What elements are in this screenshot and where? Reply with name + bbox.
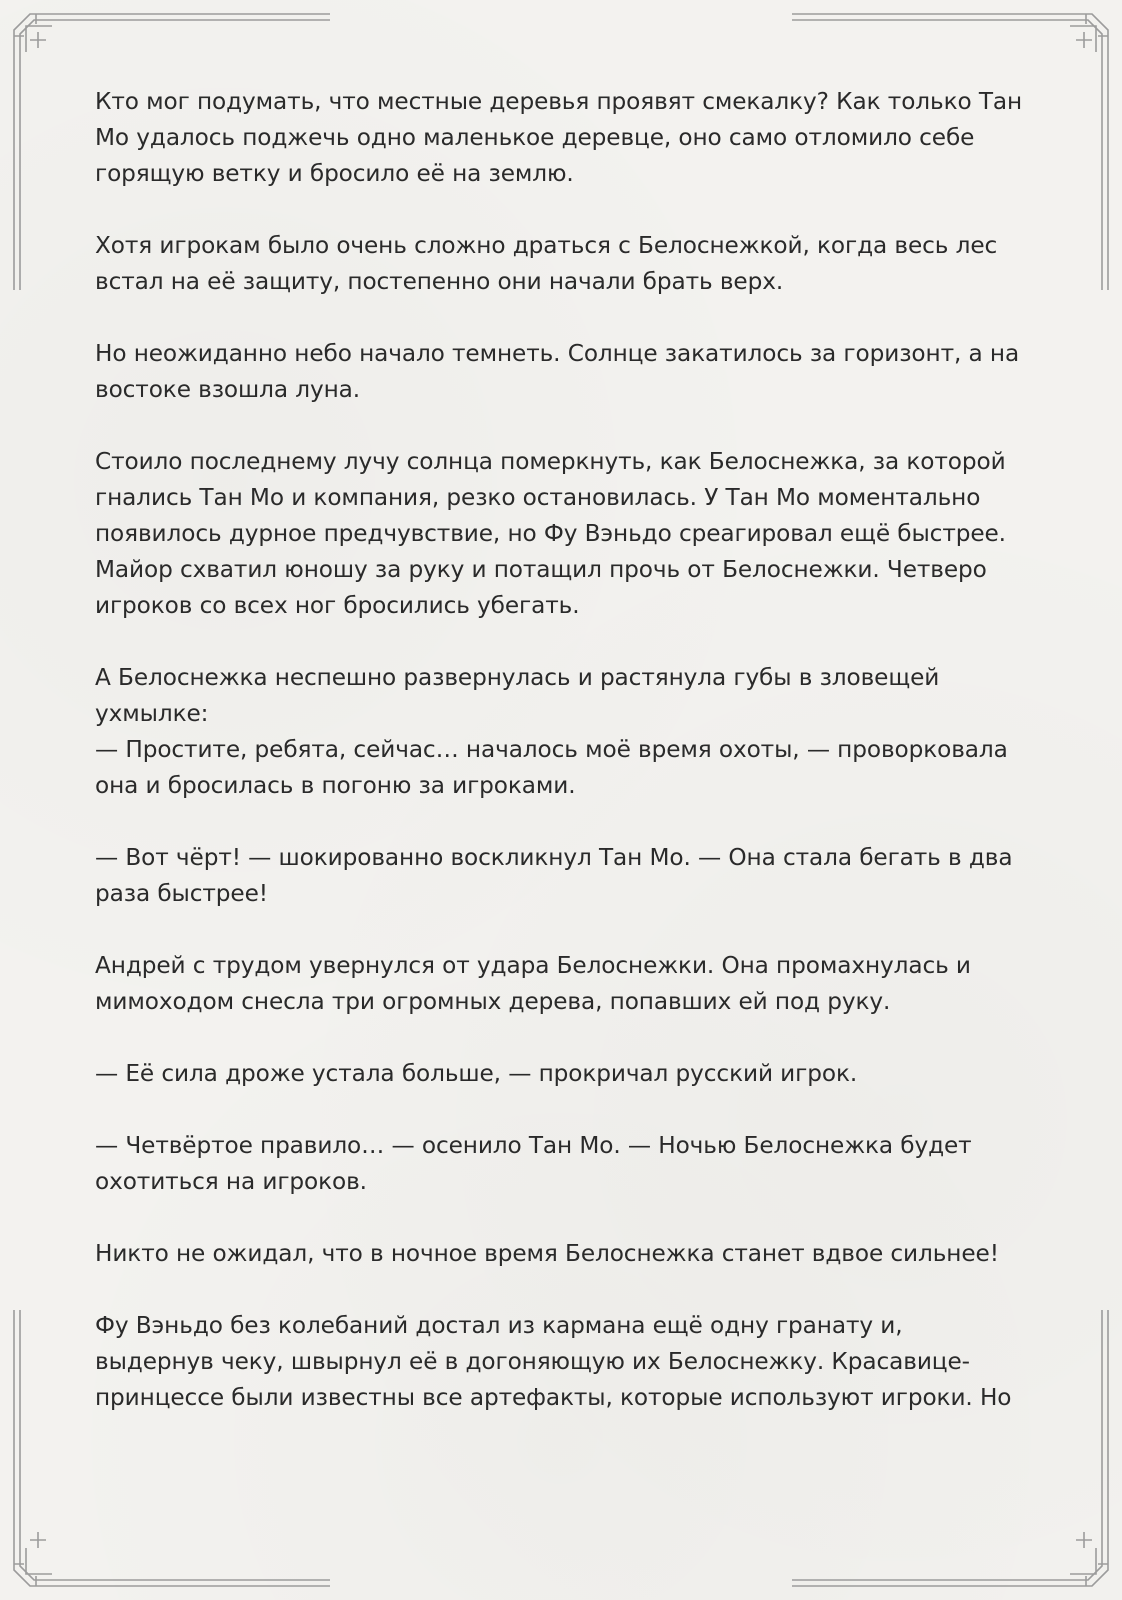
text-line: выдернув чеку, швырнул её в догоняющую их Белоснежку. Красавице- bbox=[95, 1348, 970, 1375]
paragraph bbox=[95, 948, 1035, 1020]
text-line: игроков со всех ног бросились убегать. bbox=[95, 592, 580, 619]
text-line: — Вот чёрт! — шокированно воскликнул Тан Мо. — Она стала бегать в два bbox=[95, 844, 1013, 871]
text-line: востоке взошла луна. bbox=[95, 376, 361, 403]
document-body bbox=[95, 84, 1035, 1452]
text-line: Майор схватил юношу за руку и потащил прочь от Белоснежки. Четверо bbox=[95, 556, 987, 583]
paragraph bbox=[95, 1128, 1035, 1200]
text-line: Кто мог подумать, что местные деревья проявят смекалку? Как только Тан bbox=[95, 88, 1023, 115]
text-line: А Белоснежка неспешно развернулась и растянула губы в зловещей bbox=[95, 664, 940, 691]
paragraph bbox=[95, 1236, 1035, 1272]
text-line: она и бросилась в погоню за игроками. bbox=[95, 772, 576, 799]
text-line: принцессе были известны все артефакты, которые используют игроки. Но bbox=[95, 1384, 1012, 1411]
paragraph bbox=[95, 840, 1035, 912]
text-line: раза быстрее! bbox=[95, 880, 268, 907]
text-line: охотиться на игроков. bbox=[95, 1168, 367, 1195]
text-line: мимоходом снесла три огромных дерева, попавших ей под руку. bbox=[95, 988, 891, 1015]
text-line: Мо удалось поджечь одно маленькое деревце, оно само отломило себе bbox=[95, 124, 975, 151]
text-line: Андрей с трудом увернулся от удара Белоснежки. Она промахнулась и bbox=[95, 952, 971, 979]
text-line: — Её сила дроже устала больше, — прокричал русский игрок. bbox=[95, 1060, 858, 1087]
paragraph bbox=[95, 660, 1035, 804]
text-line: появилось дурное предчувствие, но Фу Вэньдо среагировал ещё быстрее. bbox=[95, 520, 1006, 547]
text-line: — Четвёртое правило… — осенило Тан Мо. — Ночью Белоснежка будет bbox=[95, 1132, 972, 1159]
text-line: Фу Вэньдо без колебаний достал из кармана ещё одну гранату и, bbox=[95, 1312, 903, 1339]
paragraph bbox=[95, 1308, 1035, 1416]
paragraph bbox=[95, 228, 1035, 300]
text-line: горящую ветку и бросило её на землю. bbox=[95, 160, 574, 187]
text-line: Никто не ожидал, что в ночное время Белоснежка станет вдвое сильнее! bbox=[95, 1240, 999, 1267]
text-line: ухмылке: bbox=[95, 700, 209, 727]
paragraph bbox=[95, 336, 1035, 408]
text-line: — Простите, ребята, сейчас… началось моё время охоты, — проворковала bbox=[95, 736, 1008, 763]
paragraph bbox=[95, 1056, 1035, 1092]
text-line: гнались Тан Мо и компания, резко остановилась. У Тан Мо моментально bbox=[95, 484, 981, 511]
paragraph bbox=[95, 444, 1035, 624]
text-line: Хотя игрокам было очень сложно драться с Белоснежкой, когда весь лес bbox=[95, 232, 998, 259]
text-line: встал на её защиту, постепенно они начали брать верх. bbox=[95, 268, 784, 295]
text-line: Но неожиданно небо начало темнеть. Солнце закатилось за горизонт, а на bbox=[95, 340, 1020, 367]
paragraph bbox=[95, 84, 1035, 192]
text-line: Стоило последнему лучу солнца померкнуть, как Белоснежка, за которой bbox=[95, 448, 1006, 475]
